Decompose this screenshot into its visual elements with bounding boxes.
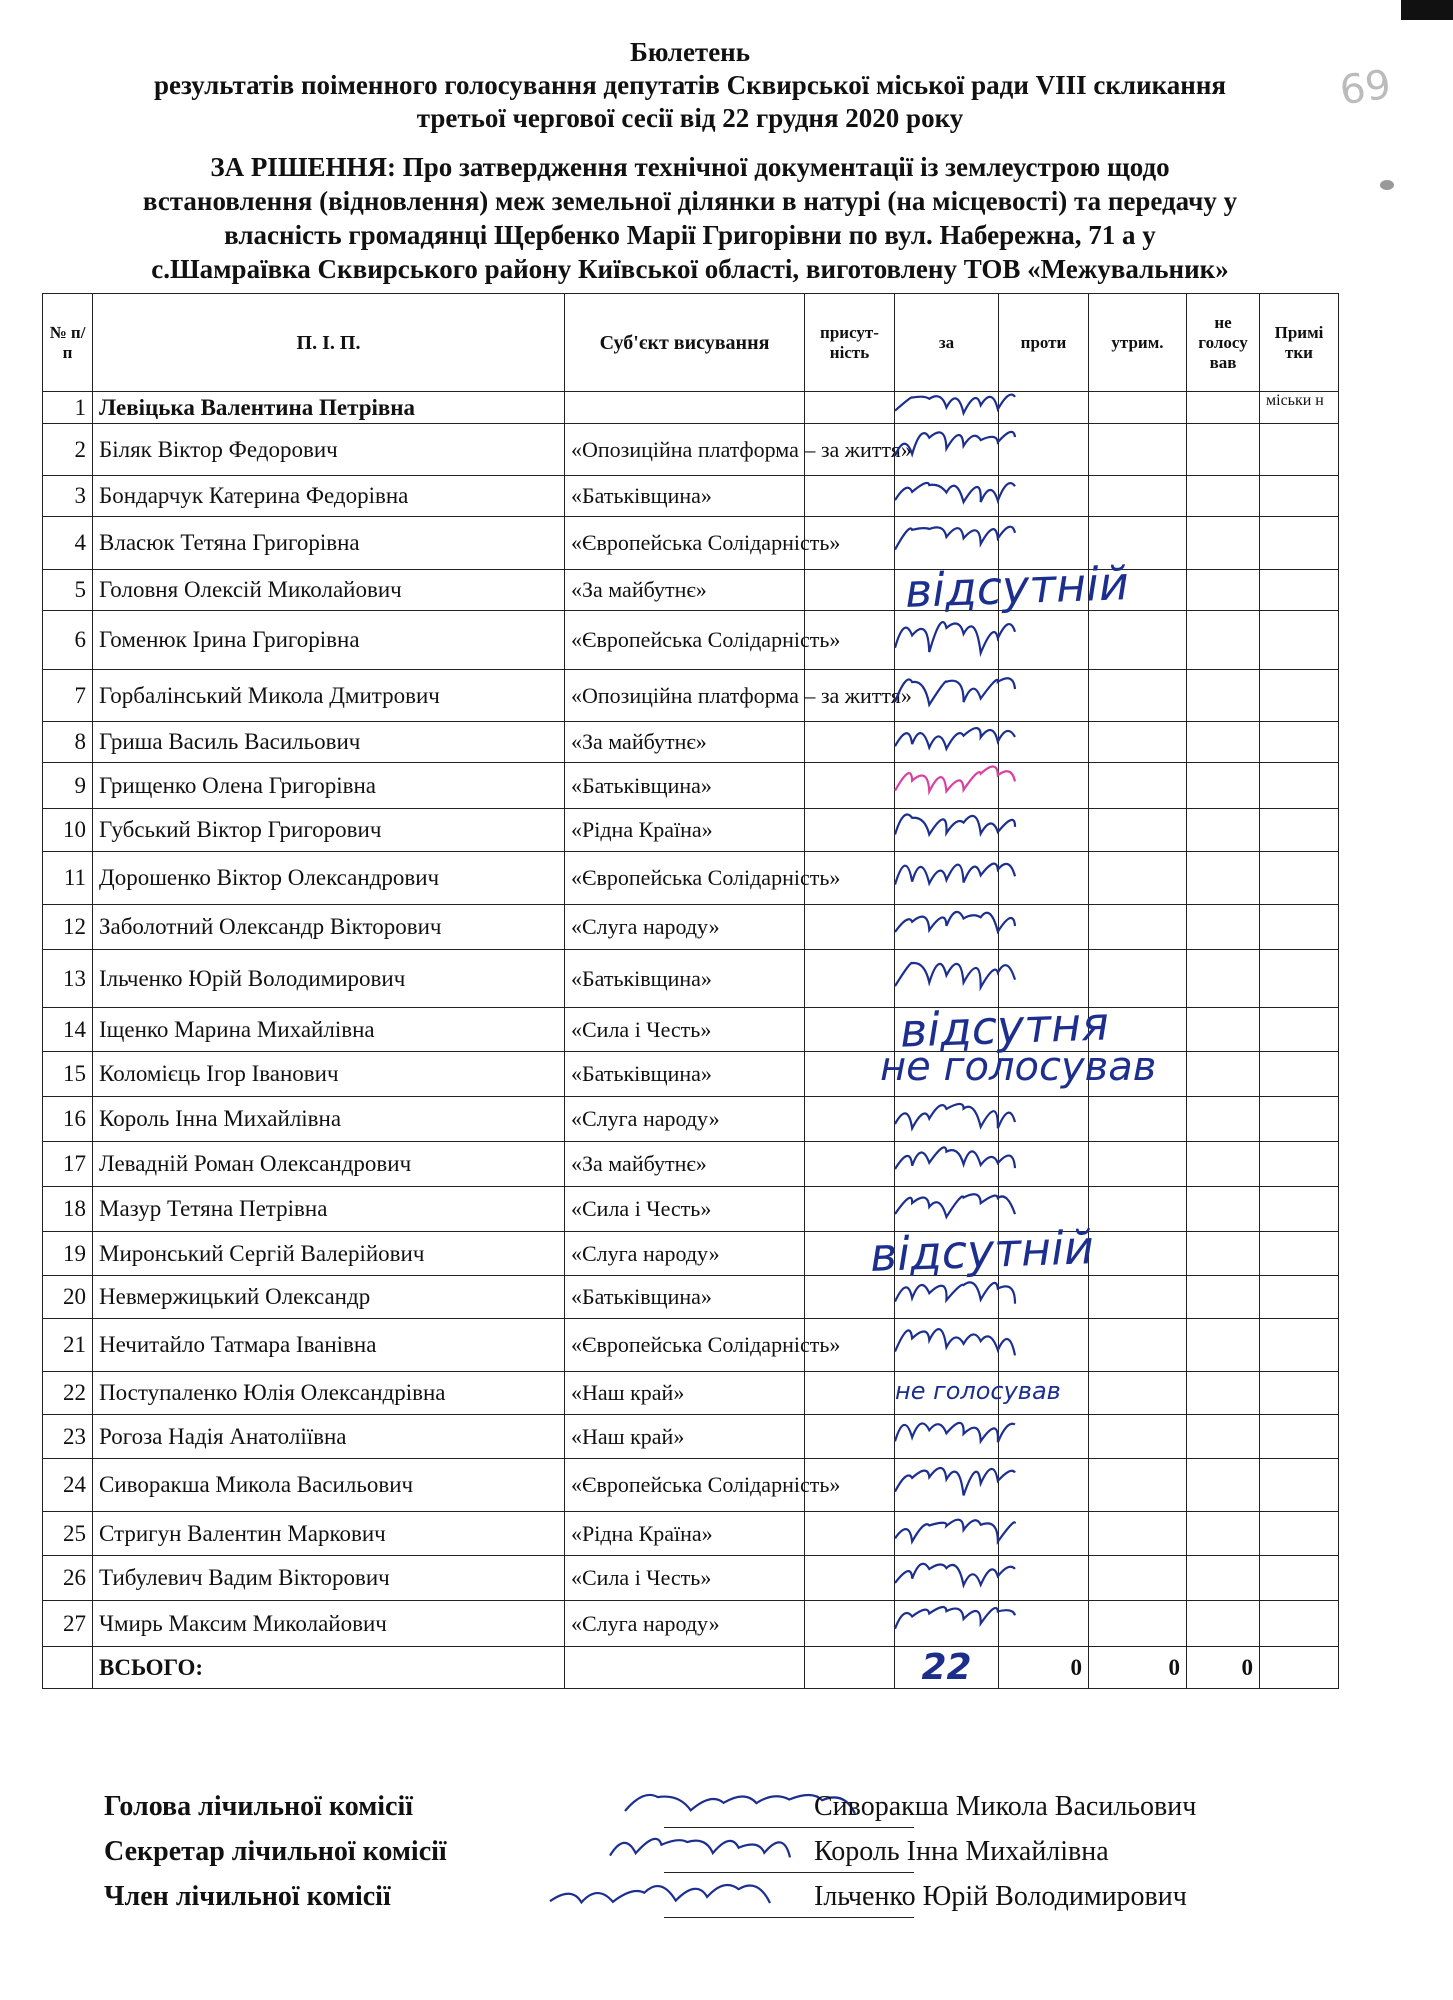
commission-chair-row (104, 1791, 1304, 1836)
col-header-against: проти (999, 294, 1089, 392)
table-row (43, 905, 1339, 950)
note-cell (1260, 1052, 1339, 1097)
party-name: «Батьківщина» (565, 763, 805, 809)
not-voted-cell (1187, 1008, 1260, 1052)
row-number: 15 (43, 1052, 93, 1097)
present-cell (805, 1556, 895, 1601)
total-against: 0 (999, 1647, 1089, 1689)
present-cell (805, 763, 895, 809)
table-header-row (43, 294, 1339, 392)
not-voted-cell (1187, 1319, 1260, 1372)
for-cell (895, 1415, 999, 1459)
for-cell (895, 392, 999, 424)
not-voted-cell (1187, 905, 1260, 950)
scan-smudge (1380, 180, 1394, 190)
not-voted-cell (1187, 424, 1260, 476)
for-cell (895, 1512, 999, 1556)
not-voted-cell (1187, 1512, 1260, 1556)
deputy-name: Заболотний Олександр Вікторович (93, 905, 565, 950)
handwritten-mark: відсутня (899, 995, 1110, 1058)
party-name: «Сила і Честь» (565, 1187, 805, 1232)
deputy-name: Губський Віктор Григорович (93, 809, 565, 852)
against-cell (999, 424, 1089, 476)
against-cell (999, 722, 1089, 763)
note-cell (1260, 809, 1339, 852)
note-cell (1260, 1187, 1339, 1232)
abstain-cell (1089, 476, 1187, 517)
col-header-present: присут-ність (805, 294, 895, 392)
row-number: 27 (43, 1601, 93, 1647)
row-number: 5 (43, 570, 93, 611)
present-cell (805, 1512, 895, 1556)
party-name: «Батьківщина» (565, 1052, 805, 1097)
not-voted-cell (1187, 1052, 1260, 1097)
note-cell (1260, 670, 1339, 722)
row-number: 13 (43, 950, 93, 1008)
not-voted-cell (1187, 722, 1260, 763)
not-voted-cell (1187, 1556, 1260, 1601)
row-number: 22 (43, 1372, 93, 1415)
abstain-cell (1089, 905, 1187, 950)
party-name: «Рідна Країна» (565, 1512, 805, 1556)
deputy-name: Власюк Тетяна Григорівна (93, 517, 565, 570)
table-row (43, 1319, 1339, 1372)
abstain-cell (1089, 763, 1187, 809)
abstain-cell (1089, 1556, 1187, 1601)
party-name: «Слуга народу» (565, 1601, 805, 1647)
handwritten-mark: відсутній (869, 1219, 1095, 1282)
table-row (43, 1556, 1339, 1601)
bulletin-subtitle-line2: третьої чергової сесії від 22 грудня 2020 року (416, 103, 964, 133)
not-voted-cell (1187, 392, 1260, 424)
abstain-cell (1089, 1415, 1187, 1459)
abstain-cell (1089, 1097, 1187, 1142)
present-cell (805, 570, 895, 611)
present-cell (805, 476, 895, 517)
secretary-name: Король Інна Михайлівна (814, 1836, 1109, 1867)
decision-text (40, 150, 1340, 286)
decision-line1: ЗА РІШЕННЯ: Про затвердження технічної документації із землеустрою щодо (210, 152, 1170, 182)
present-cell (805, 1142, 895, 1187)
party-name: «За майбутнє» (565, 1142, 805, 1187)
note-cell: міськи н (1260, 392, 1339, 424)
total-row (43, 1647, 1339, 1689)
deputy-name: Сиворакша Микола Васильович (93, 1459, 565, 1512)
commission-secretary-row (104, 1836, 1304, 1881)
not-voted-cell (1187, 1232, 1260, 1276)
for-cell (895, 1459, 999, 1512)
row-number: 12 (43, 905, 93, 950)
col-header-name: П. І. П. (93, 294, 565, 392)
table-row (43, 852, 1339, 905)
row-number: 24 (43, 1459, 93, 1512)
note-cell (1260, 517, 1339, 570)
row-number: 20 (43, 1276, 93, 1319)
not-voted-cell (1187, 1459, 1260, 1512)
row-number: 17 (43, 1142, 93, 1187)
against-cell (999, 1319, 1089, 1372)
bulletin-header (40, 36, 1340, 135)
note-cell (1260, 1142, 1339, 1187)
not-voted-cell (1187, 670, 1260, 722)
row-number: 14 (43, 1008, 93, 1052)
deputy-name: Дорошенко Віктор Олександрович (93, 852, 565, 905)
party-name (565, 392, 805, 424)
abstain-cell (1089, 1372, 1187, 1415)
table-row (43, 950, 1339, 1008)
abstain-cell (1089, 1187, 1187, 1232)
table-row (43, 1232, 1339, 1276)
chair-name: Сиворакша Микола Васильович (814, 1791, 1197, 1822)
row-number: 9 (43, 763, 93, 809)
note-cell (1260, 1097, 1339, 1142)
not-voted-cell (1187, 1601, 1260, 1647)
deputy-name: Левіцька Валентина Петрівна (93, 392, 565, 424)
abstain-cell (1089, 722, 1187, 763)
table-row (43, 809, 1339, 852)
deputy-name: Гриша Василь Васильович (93, 722, 565, 763)
for-cell (895, 1601, 999, 1647)
note-cell (1260, 1372, 1339, 1415)
party-name: «За майбутнє» (565, 570, 805, 611)
against-cell (999, 1415, 1089, 1459)
party-name: «Опозиційна платформа – за життя» (565, 424, 805, 476)
note-cell (1260, 1415, 1339, 1459)
deputy-name: Іщенко Марина Михайлівна (93, 1008, 565, 1052)
row-number: 16 (43, 1097, 93, 1142)
for-cell (895, 950, 999, 1008)
note-cell (1260, 852, 1339, 905)
against-cell (999, 763, 1089, 809)
chair-role: Голова лічильної комісії (104, 1791, 414, 1822)
row-number: 8 (43, 722, 93, 763)
not-voted-cell (1187, 852, 1260, 905)
present-cell (805, 1415, 895, 1459)
row-number: 18 (43, 1187, 93, 1232)
counting-commission (104, 1791, 1304, 1926)
abstain-cell (1089, 611, 1187, 670)
note-cell (1260, 1232, 1339, 1276)
note-cell (1260, 570, 1339, 611)
table-row (43, 1276, 1339, 1319)
deputy-name: Головня Олексій Миколайович (93, 570, 565, 611)
note-cell (1260, 1276, 1339, 1319)
deputy-name: Невмержицький Олександр (93, 1276, 565, 1319)
deputy-name: Чмирь Максим Миколайович (93, 1601, 565, 1647)
handwritten-mark: не голосував (895, 1377, 1061, 1405)
present-cell (805, 1601, 895, 1647)
row-number: 23 (43, 1415, 93, 1459)
scan-corner-mark (1401, 0, 1453, 20)
deputy-name: Мазур Тетяна Петрівна (93, 1187, 565, 1232)
not-voted-cell (1187, 763, 1260, 809)
bulletin-subtitle-line1: результатів поіменного голосування депутатів Сквирської міської ради VIII скликання (153, 70, 1227, 100)
table-row (43, 1601, 1339, 1647)
note-cell (1260, 476, 1339, 517)
total-not-voted: 0 (1187, 1647, 1260, 1689)
deputy-name: Ільченко Юрій Володимирович (93, 950, 565, 1008)
col-header-abstain: утрим. (1089, 294, 1187, 392)
abstain-cell (1089, 670, 1187, 722)
table-row (43, 424, 1339, 476)
party-name: «Слуга народу» (565, 1232, 805, 1276)
table-row (43, 763, 1339, 809)
member-role: Член лічильної комісії (104, 1881, 391, 1912)
against-cell (999, 1459, 1089, 1512)
not-voted-cell (1187, 1415, 1260, 1459)
note-cell (1260, 1459, 1339, 1512)
present-cell (805, 905, 895, 950)
deputy-name: Рогоза Надія Анатоліївна (93, 1415, 565, 1459)
abstain-cell (1089, 1512, 1187, 1556)
against-cell (999, 476, 1089, 517)
note-cell (1260, 950, 1339, 1008)
not-voted-cell (1187, 1097, 1260, 1142)
against-cell (999, 1276, 1089, 1319)
total-label: ВСЬОГО: (93, 1647, 565, 1689)
party-name: «Батьківщина» (565, 476, 805, 517)
row-number: 6 (43, 611, 93, 670)
party-name: «Опозиційна платформа – за життя» (565, 670, 805, 722)
col-header-notes: Примі тки (1260, 294, 1339, 392)
deputy-name: Гоменюк Ірина Григорівна (93, 611, 565, 670)
party-name: «Слуга народу» (565, 1097, 805, 1142)
for-cell (895, 611, 999, 670)
against-cell (999, 1556, 1089, 1601)
party-name: «Батьківщина» (565, 950, 805, 1008)
against-cell (999, 611, 1089, 670)
note-cell (1260, 763, 1339, 809)
party-name: «Батьківщина» (565, 1276, 805, 1319)
row-number: 10 (43, 809, 93, 852)
deputy-name: Горбалінський Микола Дмитрович (93, 670, 565, 722)
decision-line4: с.Шамраївка Сквирського району Київської області, виготовлену ТОВ «Межувальник» (151, 254, 1229, 284)
table-row (43, 1415, 1339, 1459)
row-number: 2 (43, 424, 93, 476)
deputy-name: Нечитайло Татмара Іванівна (93, 1319, 565, 1372)
col-header-for: за (895, 294, 999, 392)
party-name: «Наш край» (565, 1415, 805, 1459)
note-cell (1260, 611, 1339, 670)
secretary-role: Секретар лічильної комісії (104, 1836, 447, 1867)
row-number: 25 (43, 1512, 93, 1556)
secretary-signature-line (664, 1872, 914, 1873)
against-cell (999, 809, 1089, 852)
chair-signature-line (664, 1827, 914, 1828)
page-number: 69 (1337, 61, 1394, 115)
for-cell (895, 763, 999, 809)
present-cell (805, 1372, 895, 1415)
for-cell (895, 809, 999, 852)
row-number: 21 (43, 1319, 93, 1372)
voting-table (42, 293, 1339, 1689)
deputy-name: Біляк Віктор Федорович (93, 424, 565, 476)
party-name: «Наш край» (565, 1372, 805, 1415)
present-cell (805, 1097, 895, 1142)
party-name: «Європейська Солідарність» (565, 517, 805, 570)
decision-line3: власність громадянці Щербенко Марії Григорівни по вул. Набережна, 71 а у (224, 220, 1156, 250)
table-row (43, 476, 1339, 517)
against-cell (999, 392, 1089, 424)
party-name: «Сила і Честь» (565, 1008, 805, 1052)
table-row (43, 670, 1339, 722)
note-cell (1260, 1008, 1339, 1052)
not-voted-cell (1187, 950, 1260, 1008)
for-cell (895, 905, 999, 950)
table-row (43, 1097, 1339, 1142)
row-number: 11 (43, 852, 93, 905)
note-cell (1260, 1319, 1339, 1372)
for-cell (895, 476, 999, 517)
for-cell (895, 1097, 999, 1142)
abstain-cell (1089, 1276, 1187, 1319)
deputy-name: Тибулевич Вадим Вікторович (93, 1556, 565, 1601)
abstain-cell (1089, 424, 1187, 476)
for-cell (895, 1142, 999, 1187)
against-cell (999, 1142, 1089, 1187)
abstain-cell (1089, 1601, 1187, 1647)
abstain-cell (1089, 1232, 1187, 1276)
abstain-cell (1089, 852, 1187, 905)
deputy-name: Коломієць Ігор Іванович (93, 1052, 565, 1097)
abstain-cell (1089, 809, 1187, 852)
total-present-cell (805, 1647, 895, 1689)
against-cell (999, 852, 1089, 905)
deputy-name: Король Інна Михайлівна (93, 1097, 565, 1142)
abstain-cell (1089, 1142, 1187, 1187)
not-voted-cell (1187, 476, 1260, 517)
for-cell (895, 722, 999, 763)
row-number: 1 (43, 392, 93, 424)
abstain-cell (1089, 392, 1187, 424)
deputy-name: Миронський Сергій Валерійович (93, 1232, 565, 1276)
row-number: 19 (43, 1232, 93, 1276)
total-abstain: 0 (1089, 1647, 1187, 1689)
table-row (43, 722, 1339, 763)
present-cell (805, 809, 895, 852)
table-row (43, 1187, 1339, 1232)
col-header-party: Суб'єкт висування (565, 294, 805, 392)
total-party-cell (565, 1647, 805, 1689)
note-cell (1260, 1556, 1339, 1601)
handwritten-mark: відсутній (904, 556, 1130, 618)
party-name: «Європейська Солідарність» (565, 1459, 805, 1512)
table-row (43, 1142, 1339, 1187)
member-name: Ільченко Юрій Володимирович (814, 1881, 1187, 1912)
bulletin-title: Бюлетень (629, 37, 751, 67)
row-number: 4 (43, 517, 93, 570)
against-cell (999, 1512, 1089, 1556)
present-cell (805, 1187, 895, 1232)
for-cell (895, 1319, 999, 1372)
row-number: 3 (43, 476, 93, 517)
not-voted-cell (1187, 1372, 1260, 1415)
not-voted-cell (1187, 1187, 1260, 1232)
row-number: 7 (43, 670, 93, 722)
against-cell (999, 670, 1089, 722)
note-cell (1260, 1512, 1339, 1556)
for-cell (895, 1556, 999, 1601)
against-cell (999, 905, 1089, 950)
table-row (43, 1372, 1339, 1415)
table-row (43, 1459, 1339, 1512)
deputy-name: Поступаленко Юлія Олександрівна (93, 1372, 565, 1415)
member-signature-line (664, 1917, 914, 1918)
abstain-cell (1089, 1459, 1187, 1512)
deputy-name: Стригун Валентин Маркович (93, 1512, 565, 1556)
not-voted-cell (1187, 611, 1260, 670)
party-name: «Європейська Солідарність» (565, 852, 805, 905)
present-cell (805, 392, 895, 424)
present-cell (805, 722, 895, 763)
against-cell (999, 1601, 1089, 1647)
present-cell (805, 950, 895, 1008)
commission-member-row (104, 1881, 1304, 1926)
against-cell (999, 1097, 1089, 1142)
note-cell (1260, 424, 1339, 476)
row-number: 26 (43, 1556, 93, 1601)
total-notes-cell (1260, 1647, 1339, 1689)
note-cell (1260, 722, 1339, 763)
party-name: «Рідна Країна» (565, 809, 805, 852)
not-voted-cell (1187, 517, 1260, 570)
not-voted-cell (1187, 570, 1260, 611)
note-cell (1260, 905, 1339, 950)
for-cell (895, 1276, 999, 1319)
deputy-name: Грищенко Олена Григорівна (93, 763, 565, 809)
abstain-cell (1089, 1319, 1187, 1372)
party-name: «Сила і Честь» (565, 1556, 805, 1601)
table-row (43, 570, 1339, 611)
total-num-cell (43, 1647, 93, 1689)
total-present: 22 (895, 1647, 999, 1689)
col-header-not-voted: не голосу вав (1187, 294, 1260, 392)
col-header-num: № п/п (43, 294, 93, 392)
present-cell (805, 1276, 895, 1319)
for-cell (895, 852, 999, 905)
not-voted-cell (1187, 1142, 1260, 1187)
note-cell (1260, 1601, 1339, 1647)
not-voted-cell (1187, 1276, 1260, 1319)
table-row (43, 1512, 1339, 1556)
table-row (43, 611, 1339, 670)
handwritten-mark: не голосував (880, 1044, 1157, 1090)
party-name: «За майбутнє» (565, 722, 805, 763)
deputy-name: Бондарчук Катерина Федорівна (93, 476, 565, 517)
party-name: «Європейська Солідарність» (565, 611, 805, 670)
table-row (43, 392, 1339, 424)
deputy-name: Левадній Роман Олександрович (93, 1142, 565, 1187)
party-name: «Слуга народу» (565, 905, 805, 950)
party-name: «Європейська Солідарність» (565, 1319, 805, 1372)
table-row (43, 517, 1339, 570)
decision-line2: встановлення (відновлення) меж земельної ділянки в натурі (на місцевості) та передачу у (142, 186, 1238, 216)
not-voted-cell (1187, 809, 1260, 852)
